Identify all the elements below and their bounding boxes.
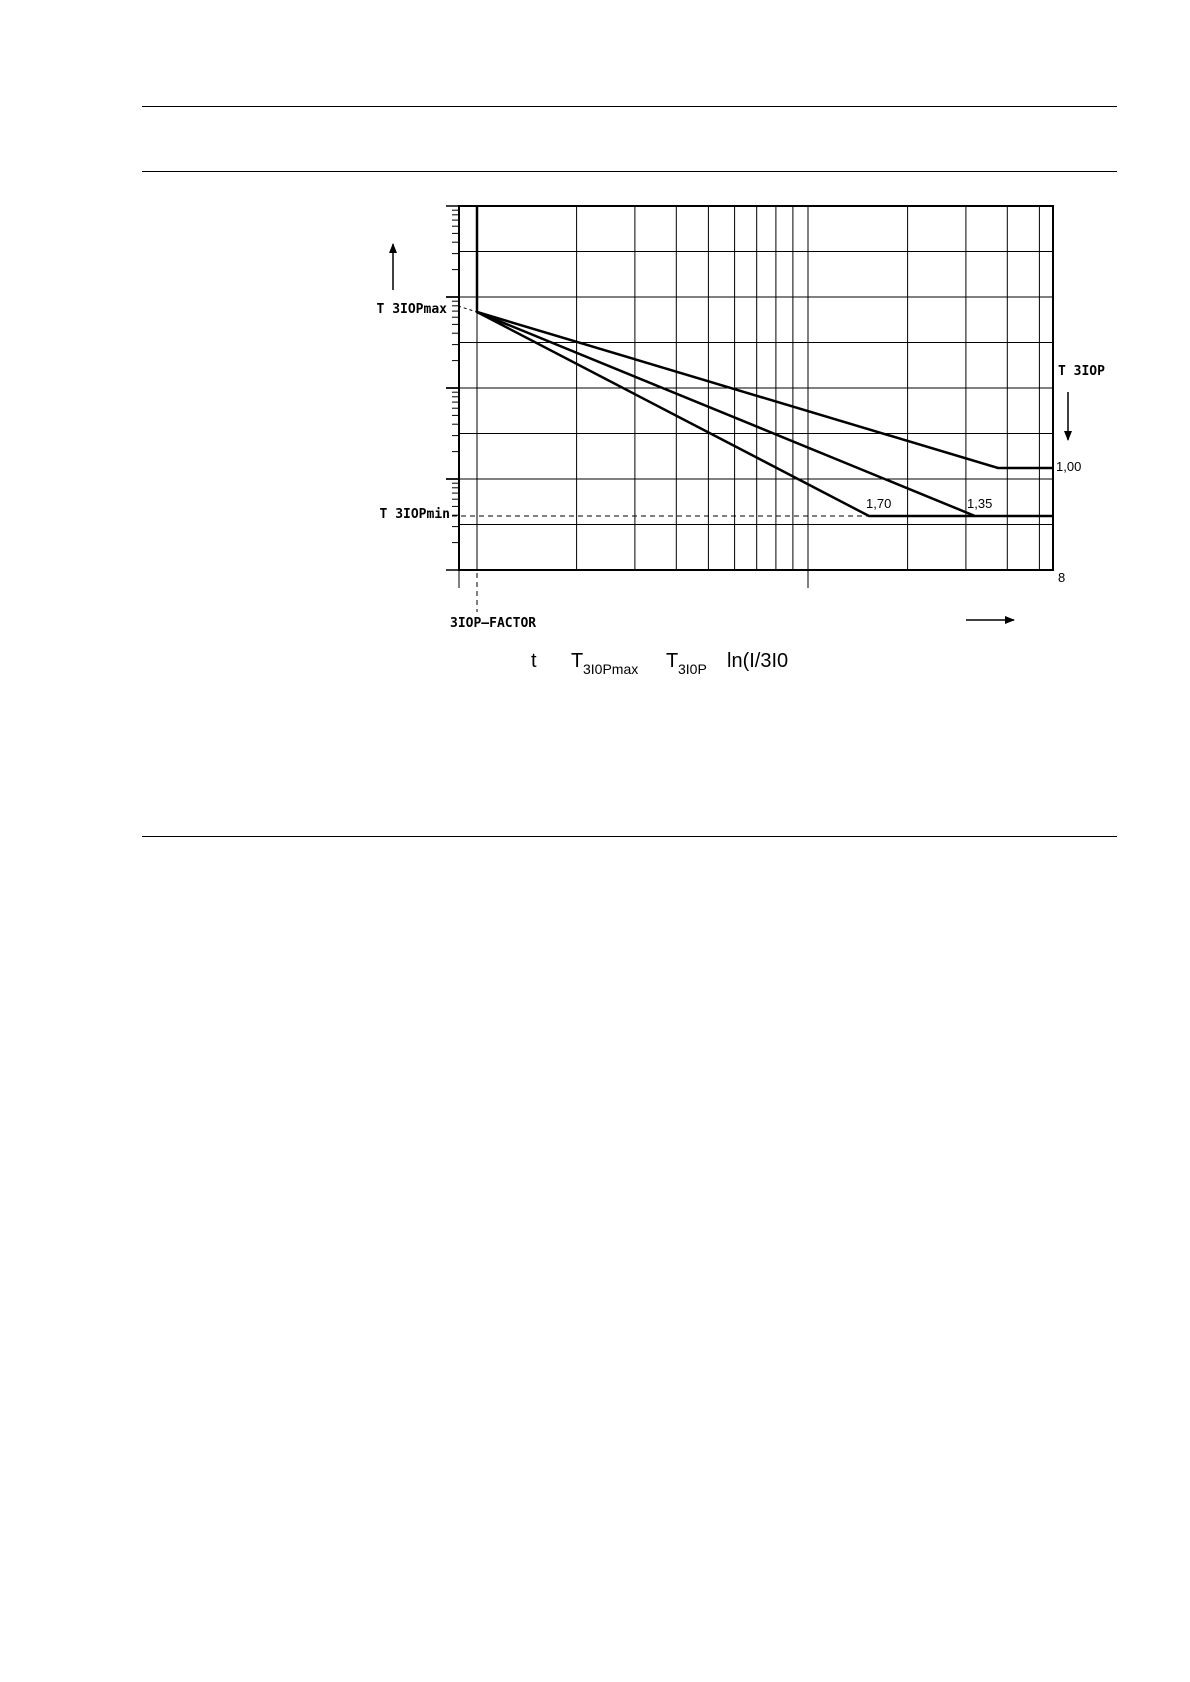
grid-horizontal-lines (459, 252, 1053, 525)
y-label-tmax: T 3IOPmax (376, 302, 447, 317)
series-label-1-00: 1,00 (1056, 459, 1082, 474)
series-label-1-35: 1,35 (967, 496, 993, 511)
formula-T-p: T (666, 650, 679, 672)
series-label-1-70: 1,70 (866, 496, 892, 511)
y-label-tmin: T 3IOPmin (379, 507, 450, 522)
tmax-dashed-leader (458, 306, 477, 312)
section-end-rule (142, 836, 1117, 837)
formula-t: t (531, 650, 537, 672)
formula-T-max: T (571, 650, 584, 672)
formula-sub-max: 3I0Pmax (583, 661, 639, 677)
formula-sub-p: 3I0P (678, 661, 707, 677)
characteristic-chart (0, 0, 1190, 700)
x-label-factor: 3IOP–FACTOR (450, 616, 537, 631)
formula (531, 650, 788, 677)
formula-ln: ln(I/3I0 (727, 650, 789, 672)
x-max-label: 8 (1058, 570, 1066, 585)
param-label: T 3IOP (1058, 364, 1105, 379)
